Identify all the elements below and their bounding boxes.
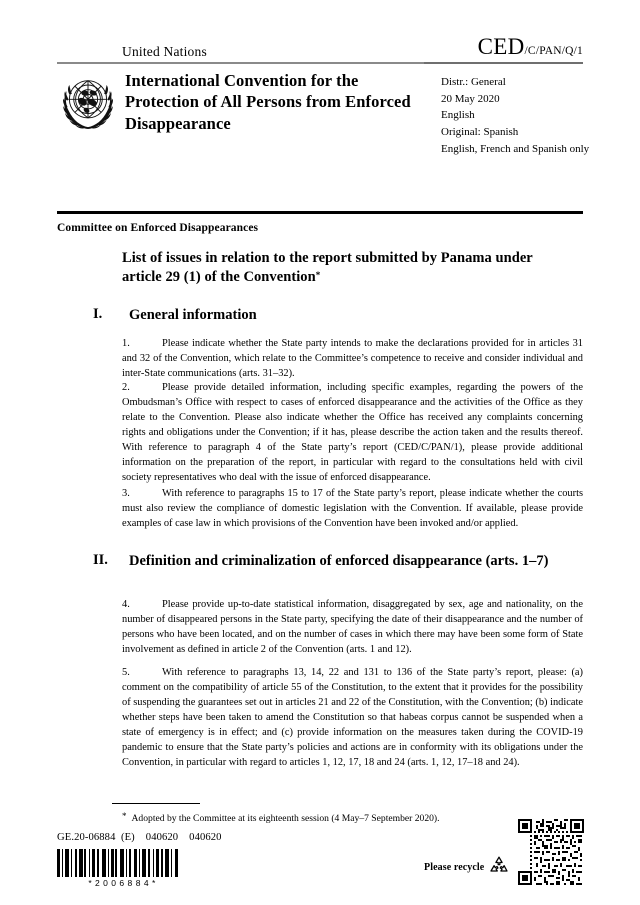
organization-name: United Nations (122, 43, 207, 59)
paragraph-5 (122, 666, 583, 770)
barcode-number: *2006884* (88, 878, 159, 888)
masthead-top-row (57, 34, 583, 58)
document-symbol-main: CED (477, 34, 525, 59)
paragraph-text-3: With reference to paragraphs 15 to 17 of the State party’s report, please indicate whether the courts must also review the compliance of domestic legislation with the Convention. If available, please provide examples of case law in which provisions of the Convention have been invoked and/or applied. (122, 488, 583, 529)
document-symbol-underline (424, 62, 583, 64)
paragraph-number-1: 1. (122, 338, 130, 349)
un-emblem-icon (57, 72, 119, 134)
distribution-block (435, 70, 589, 158)
section-title-2: Definition and criminalization of enforced disappearance (arts. 1–7) (129, 553, 549, 569)
recycle-label: Please recycle (424, 862, 485, 873)
barcode (57, 849, 190, 888)
distribution-language: English (441, 109, 475, 122)
paragraph-text-2: Please provide detailed information, including specific examples, regarding the powers of the Ombudsman’s Office with respect to cases of enforced disappearance and the activities of the Office as they relate to the Convention. Please also indicate whether the Office has received any complaints concerning rights and obligations under the Convention; if it has, please describe the action taken and the results thereof. With reference to paragraph 4 of the State party’s report (CED/C/PAN/1), please provide additional information on the preparation of the report, in particular with regard to the consultations held with civil society representatives who deal with the issue of enforced disappearance. (122, 382, 583, 483)
masthead-body (57, 70, 590, 158)
committee-name: Committee on Enforced Disappearances (57, 222, 259, 234)
page-title (122, 249, 567, 288)
footnote-mark: * (122, 811, 127, 821)
document-symbol-sub: /C/PAN/Q/1 (524, 45, 583, 57)
convention-title: International Convention for the Protection of All Persons from Enforced Disappearance (125, 71, 411, 133)
section-heading-1 (57, 306, 583, 325)
qr-code (518, 819, 584, 885)
paragraph-3 (122, 487, 583, 532)
paragraph-number-3: 3. (122, 488, 130, 499)
distribution-type: Distr.: General (441, 76, 506, 88)
paragraph-text-5: With reference to paragraphs 13, 14, 22 and 131 to 136 of the State party’s report, please: (a) comment on the compatibility of article 55 of the Constitution, to the extent that it provides for the possibility of suspending the guarantees set out in articles 21 and 22 of the Constitution, with the Convention; (b) indicate whether steps have been taken to amend the Constitution so that habeas corpus cannot be suspended when a state of emergency is in effect; and (c) provide information on the measures taken during the COVID-19 pandemic to ensure that the State party’s policies and actions are in conformity with its obligations under the Convention, in particular with regard to articles 1, 12, 17, 18 and 24 (arts. 1, 12, 17–18 and 24). (122, 667, 583, 768)
footnote-text: Adopted by the Committee at its eighteenth session (4 May–7 September 2020). (131, 813, 440, 824)
title-footnote-mark: * (315, 270, 321, 281)
paragraph-1 (122, 337, 583, 382)
footnote-separator (112, 803, 200, 804)
paragraph-text-4: Please provide up-to-date statistical information, disaggregated by sex, age and nationality, on the number of disappeared persons in the State party, specifying the date of their disappearance and the number of persons who have been located, and on the number of cases in which there may have been some form of State involvement as defined in article 2 of the Convention (arts. 1 and 12). (122, 599, 583, 655)
page-title-text: List of issues in relation to the report submitted by Panama under article 29 (1) of the Convention (122, 250, 533, 286)
distribution-date: 20 May 2020 (441, 92, 500, 105)
paragraph-2 (122, 381, 583, 485)
paragraph-number-2: 2. (122, 382, 130, 393)
masthead (57, 34, 583, 58)
section-numeral-1: I. (93, 306, 103, 322)
recycle-notice (424, 855, 510, 880)
distribution-original: Original: Spanish (441, 126, 519, 139)
section-title-1: General information (129, 307, 257, 323)
document-symbol (478, 35, 583, 58)
paragraph-text-1: Please indicate whether the State party intends to make the declarations provided for in articles 31 and 32 of the Convention, which relate to the Committee’s competence to receive and consider individual and inter-State communications (arts. 31–32). (122, 338, 583, 379)
distribution-languages-only: English, French and Spanish only (441, 142, 590, 155)
masthead-bottom-rule (57, 211, 583, 214)
footnote (122, 810, 582, 825)
section-heading-2 (57, 552, 583, 571)
ge-number: GE.20-06884 (E) 040620 040620 (57, 832, 222, 843)
barcode-bars (57, 849, 190, 877)
paragraph-number-4: 4. (122, 599, 130, 610)
paragraph-4 (122, 598, 583, 658)
recycle-icon (488, 855, 510, 880)
paragraph-number-5: 5. (122, 667, 130, 678)
section-numeral-2: II. (93, 552, 108, 568)
